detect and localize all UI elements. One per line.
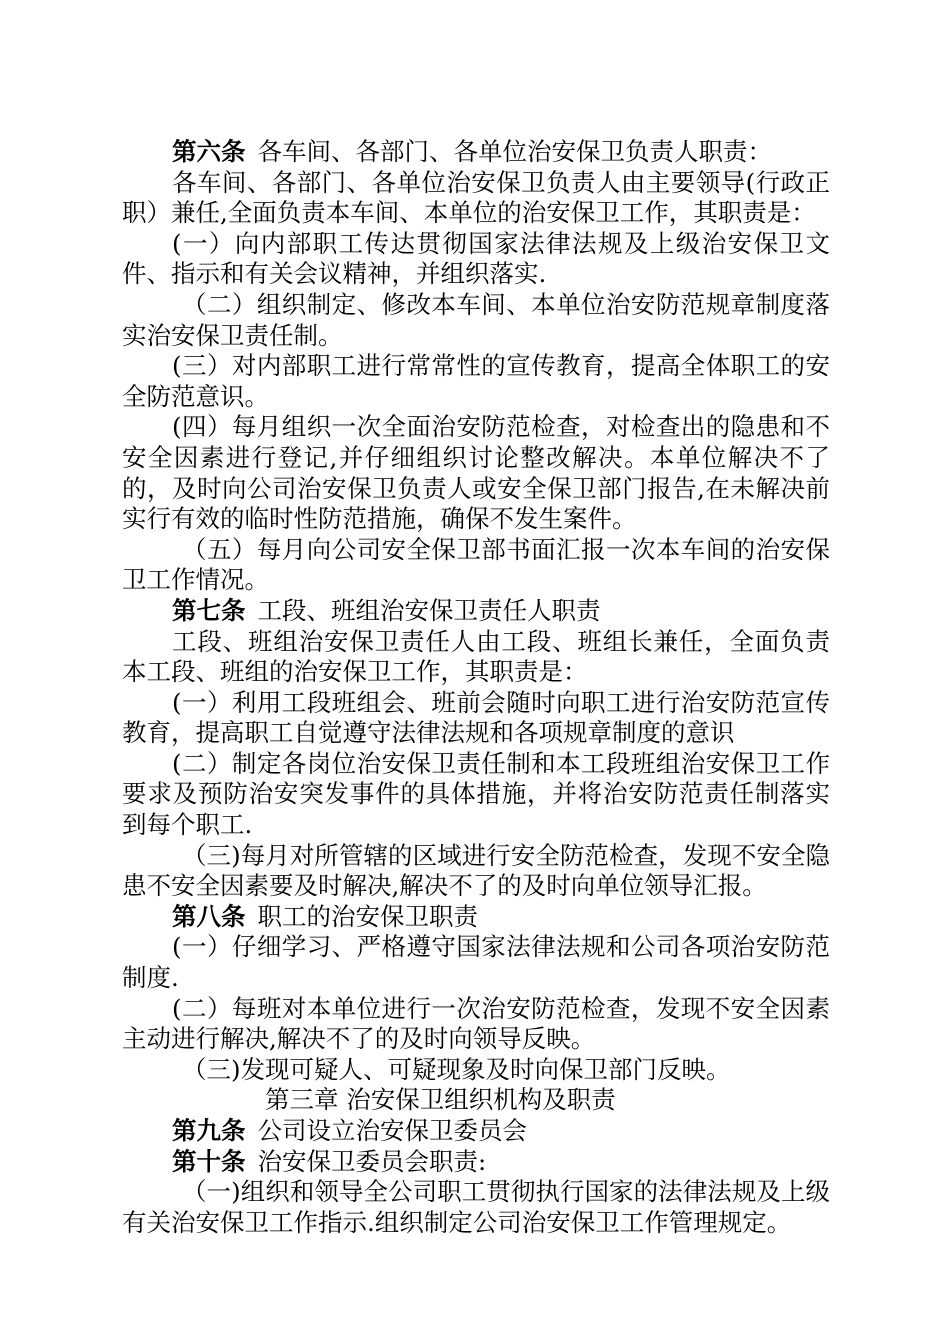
paragraph: （二）组织制定、修改本车间、本单位治安防范规章制度落实治安保卫责任制。	[122, 289, 830, 350]
paragraph-text: 工段、班组治安保卫责任人职责	[257, 595, 601, 625]
article-label: 第九条	[172, 1116, 246, 1145]
paragraph: (二）制定各岗位治安保卫责任制和本工段班组治安保卫工作要求及预防治安突发事件的具体措施，并将治安防范责任制落实到每个职工.	[122, 748, 830, 840]
document-body	[122, 137, 830, 1238]
paragraph: (四）每月组织一次全面治安防范检查，对检查出的隐患和不安全因素进行登记,并仔细组织讨论整改解决。本单位解决不了的，及时向公司治安保卫负责人或安全保卫部门报告,在未解决前实行有效的临时性防范措施，确保不发生案件。	[122, 412, 830, 534]
chapter-heading: 第三章 治安保卫组织机构及职责	[265, 1085, 616, 1115]
article-6-heading	[122, 137, 830, 168]
paragraph: （三)每月对所管辖的区域进行安全防范检查，发现不安全隐患不安全因素要及时解决,解决不了的及时向单位领导汇报。	[122, 840, 830, 901]
paragraph-text: 职工的治安保卫职责	[257, 901, 478, 931]
paragraph: （一)组织和领导全公司职工贯彻执行国家的法律法规及上级有关治安保卫工作指示.组织制定公司治安保卫工作管理规定。	[122, 1177, 830, 1237]
paragraph-text: 各车间、各部门、各单位治安保卫负责人职责：	[257, 137, 772, 166]
paragraph: （五）每月向公司安全保卫部书面汇报一次本车间的治安保卫工作情况。	[122, 534, 830, 595]
paragraph: (一）仔细学习、严格遵守国家法律法规和公司各项治安防范制度.	[122, 932, 830, 993]
paragraph: 工段、班组治安保卫责任人由工段、班组长兼任，全面负责本工段、班组的治安保卫工作，其职责是：	[122, 626, 830, 687]
paragraph: 各车间、各部门、各单位治安保卫负责人由主要领导(行政正职）兼任,全面负责本车间、本单位的治安保卫工作，其职责是：	[122, 167, 830, 228]
article-7-heading	[122, 596, 830, 627]
article-10-heading	[122, 1147, 830, 1178]
article-label: 第十条	[172, 1146, 246, 1176]
paragraph: （三)发现可疑人、可疑现象及时向保卫部门反映。	[182, 1054, 731, 1084]
paragraph: (二）每班对本单位进行一次治安防范检查，发现不安全因素主动进行解决,解决不了的及时向领导反映。	[122, 993, 830, 1054]
article-label: 第八条	[172, 901, 246, 931]
article-label: 第六条	[172, 137, 246, 166]
paragraph-text: 治安保卫委员会职责:	[257, 1146, 487, 1176]
article-label: 第七条	[172, 595, 246, 625]
paragraph: (一）向内部职工传达贯彻国家法律法规及上级治安保卫文件、指示和有关会议精神，并组织落实.	[122, 228, 830, 289]
paragraph: (三）对内部职工进行常常性的宣传教育，提高全体职工的安全防范意识。	[122, 351, 830, 411]
article-9-heading	[122, 1116, 830, 1147]
paragraph: (一）利用工段班组会、班前会随时向职工进行治安防范宣传教育，提高职工自觉遵守法律法规和各项规章制度的意识	[122, 687, 830, 748]
paragraph-text: 公司设立治安保卫委员会	[257, 1116, 527, 1145]
article-8-heading	[122, 902, 830, 933]
